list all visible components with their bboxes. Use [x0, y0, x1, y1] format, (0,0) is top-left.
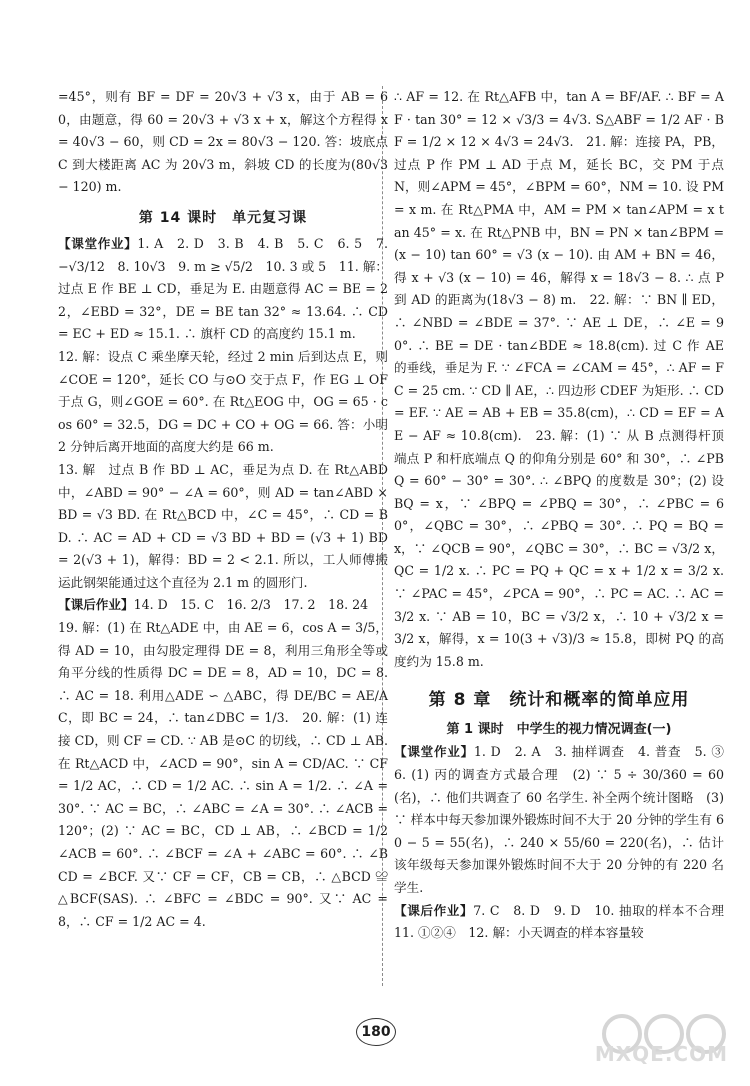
lesson-title: 第 1 课时 中学生的视力情况调查(一): [446, 722, 672, 738]
tag-homework: 【课后作业】: [58, 597, 134, 613]
right-paragraph-3: [394, 900, 737, 945]
watermark-text: MXQE.COM: [594, 1042, 728, 1066]
left-answers-2: 14. D 15. C 16. 2/3 17. 2 18. 24: [133, 597, 369, 613]
left-paragraph-1: =45°，则有 BF = DF = 20√3 + √3 x，由于 AB = 60，由题意，得 60 = 20√3 + √3 x + x，解这个方程得 x = 40√3 − 60，则 CD = 2x = 80√3 − 120. 答：坡底点 C 到大楼距离 AC 为 20√3 m，斜坡 CD 的长度为(80√3 − 120) m.: [58, 89, 388, 195]
left-paragraph-3: 12. 解：设点 C 乘坐摩天轮，经过 2 min 后到达点 E，则∠COE = 120°，延长 CO 与⊙O 交于点 F，作 EG ⊥ OF 于点 G，则∠GOE = 60°. 在 Rt△EOG 中，OG = 65 · cos 60° = 32.5，DG = DC + CO + OG = 66. 答：小明 2 分钟后离开地面的高度大约是 66 m.: [58, 348, 388, 455]
watermark-logo: [592, 1008, 732, 1072]
section-title: 第 14 课时 单元复习课: [138, 209, 308, 226]
page-number: 180: [356, 1018, 396, 1046]
left-paragraph-4: 13. 解 过点 B 作 BD ⊥ AC，垂足为点 D. 在 Rt△ABD 中，∠ABD = 90° − ∠A = 60°，则 AD = tan∠ABD × BD = √3 BD. 在 Rt△BCD 中，∠C = 45°，∴ CD = BD. ∴ AC = AD + CD = √3 BD + BD = (√3 + 1) BD = 2(√3 + 1)，解得：BD = 2 < 2.1. 所以，工人师傅搬运此钢架能通过这个直径为 2.1 m 的圆形门.: [58, 461, 388, 590]
tag-homework-right: 【课后作业】: [394, 902, 474, 918]
right-column: [394, 86, 737, 945]
left-column: [58, 86, 388, 933]
tag-classwork: 【课堂作业】: [58, 235, 138, 251]
right-answers-2: 7. C 8. D 9. D 10. 抽取的样本不合理 11. ①②④ 12. 解：小天调查的样本容量较: [394, 902, 737, 941]
right-paragraph-1: ∴ AF = 12. 在 Rt△AFB 中，tan A = BF/AF. ∴ BF = AF · tan 30° = 12 × √3/3 = 4√3. S△ABF = 1/2 AF · BF = 1/2 × 12 × 4√3 = 24√3. 21. 解：连接 PA，PB，过点 P 作 PM ⊥ AD 于点 M，延长 BC，交 PM 于点 N，则∠APM = 45°，∠BPM = 60°，NM = 10. 设 PM = x m. 在 Rt△PMA 中，AM = PM × tan∠APM = x tan 45° = x. 在 Rt△PNB 中，BN = PN × tan∠BPM = (x − 10) tan 60° = √3 (x − 10). 由 AM + BN = 46，得 x + √3 (x − 10) = 46，解得 x = 18√3 − 8. ∴ 点 P 到 AD 的距离为(18√3 − 8) m. 22. 解：∵ BN ∥ ED，∴ ∠NBD = ∠BDE = 37°. ∵ AE ⊥ DE，∴ ∠E = 90°. ∴ BE = DE · tan∠BDE ≈ 18.8(cm). 过 C 作 AE 的垂线，垂足为 F. ∵ ∠FCA = ∠CAM = 45°，∴ AF = FC = 25 cm. ∵ CD ∥ AE，∴ 四边形 CDEF 为矩形. ∴ CD = EF. ∵ AE = AB + EB = 35.8(cm)，∴ CD = EF = AE − AF ≈ 10.8(cm). 23. 解：(1) ∵ 从 B 点测得杆顶端点 P 和杆底端点 Q 的仰角分别是 60° 和 30°，∴ ∠PBQ = 60° − 30° = 30°. ∴ ∠BPQ 的度数是 30°；(2) 设 BQ = x，∵ ∠BPQ = ∠PBQ = 30°，∴ ∠PBC = 60°，∠QBC = 30°，∴ ∠PBQ = 30°. ∴ PQ = BQ = x，∵ ∠QCB = 90°，∠QBC = 30°，∴ BC = √3/2 x，QC = 1/2 x. ∴ PC = PQ + QC = x + 1/2 x = 3/2 x. ∵ ∠PAC = 45°，∠PCA = 90°，∴ PC = AC. ∴ AC = 3/2 x. ∵ AB = 10，BC = √3/2 x，∴ 10 + √3/2 x = 3/2 x，解得，x = 10(3 + √3)/3 ≈ 15.8，即树 PQ 的高度约为 15.8 m.: [394, 89, 724, 669]
right-answers-1: 1. D 2. A 3. 抽样调查 4. 普查 5. ③ 6. (1) 丙的调查方式最合理 (2) ∵ 5 ÷ 30/360 = 60(名)，∴ 他们共调查了 60 名学生. 补全两个统计图略 (3) ∵ 样本中每天参加课外锻炼时间不大于 20 分钟的学生有 60 − 5 = 55(名)，∴ 240 × 55/60 = 220(名)，∴ 估计该年级每天参加课外锻炼时间不大于 20 分钟的有 220 名学生.: [394, 744, 737, 895]
left-paragraph-6: 19. 解：(1) 在 Rt△ADE 中，由 AE = 6，cos A = 3/5，得 AD = 10，由勾股定理得 DE = 8，利用三角形全等或角平分线的性质得 DC = DE = 8，AD = 10，DC = 8. ∴ AC = 18. 利用△ADE ∽ △ABC，得 DE/BC = AE/AC，即 BC = 24，∴ tan∠DBC = 1/3. 20. 解：(1) 连接 CD，则 CF = CD. ∵ AB 是⊙C 的切线，∴ CD ⊥ AB. 在 Rt△ACD 中，∠ACD = 90°，sin A = CD/AC. ∵ CF = 1/2 AC，∴ CD = 1/2 AC. ∴ sin A = 1/2. ∴ ∠A = 30°. ∵ AC = BC，∴ ∠ABC = ∠A = 30°. ∴ ∠ACB = 120°；(2) ∵ AC = BC，CD ⊥ AB，∴ ∠BCD = 1/2 ∠ACB = 60°. ∴ ∠BCF = ∠A + ∠ABC = 60°. ∴ ∠BCD = ∠BCF. 又∵ CF = CF，CB = CB，∴ △BCD ≌ △BCF(SAS). ∴ ∠BFC = ∠BDC = 90°. 又∵ AC = 8，∴ CF = 1/2 AC = 4.: [58, 620, 388, 929]
left-paragraph-2: [58, 233, 388, 346]
right-paragraph-2: [394, 741, 737, 899]
left-answers-1: 1. A 2. D 3. B 4. B 5. C 6. 5 7. −√3/12 8. 10√3 9. m ≥ √5/2 10. 3 或 5 11. 解：过点 E 作 BE ⊥ CD，垂足为 E. 由题意得 AC = BE = 22，∠EBD = 32°，DE = BE tan 32° ≈ 13.64. ∴ CD = EC + ED ≈ 15.1. ∴ 旗杆 CD 的高度约 15.1 m.: [58, 235, 389, 342]
left-paragraph-5: [58, 594, 388, 617]
tag-classwork-right: 【课堂作业】: [394, 744, 474, 760]
chapter-title: 第 8 章 统计和概率的简单应用: [428, 690, 690, 711]
